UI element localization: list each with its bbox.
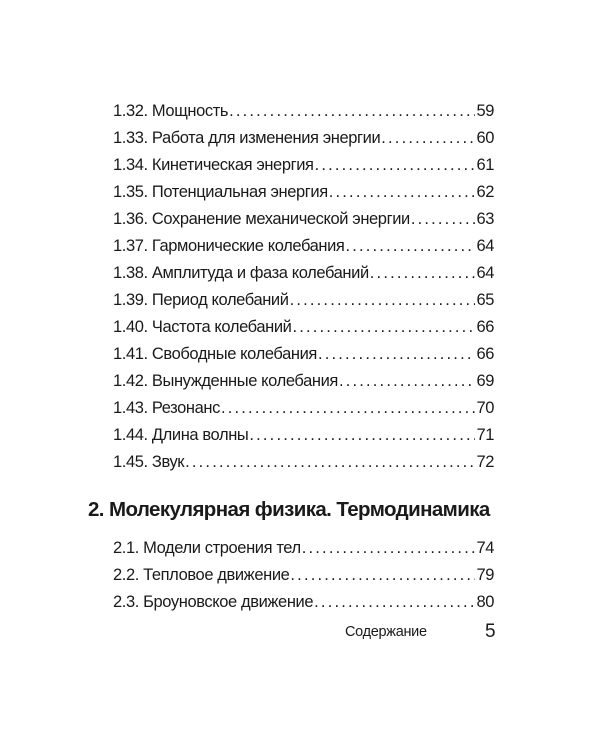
toc-entry bbox=[113, 233, 494, 260]
toc-list-section-2 bbox=[113, 535, 494, 616]
toc-entry bbox=[113, 125, 494, 152]
toc-entry-title: 1.40. Частота колебаний bbox=[113, 318, 292, 336]
toc-entry-page: 60 bbox=[476, 129, 494, 147]
toc-entry bbox=[113, 179, 494, 206]
toc-entry bbox=[113, 314, 494, 341]
dot-leader bbox=[370, 260, 476, 287]
dot-leader bbox=[339, 368, 476, 395]
toc-entry bbox=[113, 287, 494, 314]
toc-entry-title: 1.42. Вынужденные колебания bbox=[113, 372, 338, 390]
toc-entry-page: 66 bbox=[476, 345, 494, 363]
toc-entry-page: 79 bbox=[476, 566, 494, 584]
toc-entry-title: 1.44. Длина волны bbox=[113, 426, 249, 444]
toc-entry-title: 1.32. Мощность bbox=[113, 102, 229, 120]
toc-entry-title: 1.34. Кинетическая энергия bbox=[113, 156, 314, 174]
dot-leader bbox=[315, 152, 476, 179]
toc-entry-page: 74 bbox=[476, 539, 494, 557]
toc-entry bbox=[113, 562, 494, 589]
toc-entry-page: 66 bbox=[476, 318, 494, 336]
toc-entry-page: 69 bbox=[476, 372, 494, 390]
toc-entry-title: 1.33. Работа для изменения энергии bbox=[113, 129, 381, 147]
toc-entry-title: 1.45. Звук bbox=[113, 453, 185, 471]
toc-entry-page: 62 bbox=[476, 183, 494, 201]
toc-entry bbox=[113, 395, 494, 422]
dot-leader bbox=[314, 589, 475, 616]
toc-entry-title: 1.38. Амплитуда и фаза колебаний bbox=[113, 264, 369, 282]
dot-leader bbox=[249, 422, 475, 449]
toc-entry bbox=[113, 206, 494, 233]
toc-entry-page: 65 bbox=[476, 291, 494, 309]
dot-leader bbox=[318, 341, 476, 368]
toc-entry-title: 1.37. Гармонические колебания bbox=[113, 237, 345, 255]
dot-leader bbox=[345, 233, 475, 260]
dot-leader bbox=[290, 287, 476, 314]
toc-entry bbox=[113, 260, 494, 287]
toc-entry-page: 61 bbox=[476, 156, 494, 174]
toc-entry-title: 2.3. Броуновское движение bbox=[113, 593, 314, 611]
toc-entry-title: 1.39. Период колебаний bbox=[113, 291, 289, 309]
toc-entry-page: 80 bbox=[476, 593, 494, 611]
toc-entry bbox=[113, 449, 494, 476]
dot-leader bbox=[290, 562, 475, 589]
toc-entry bbox=[113, 152, 494, 179]
toc-entry bbox=[113, 98, 494, 125]
dot-leader bbox=[329, 179, 476, 206]
toc-entry bbox=[113, 422, 494, 449]
toc-list-section-1 bbox=[113, 98, 494, 476]
toc-entry-title: 2.1. Модели строения тел bbox=[113, 539, 301, 557]
dot-leader bbox=[292, 314, 475, 341]
toc-entry-page: 64 bbox=[476, 237, 494, 255]
toc-entry-page: 64 bbox=[476, 264, 494, 282]
toc-entry bbox=[113, 341, 494, 368]
dot-leader bbox=[185, 449, 475, 476]
dot-leader bbox=[411, 206, 476, 233]
dot-leader bbox=[302, 535, 476, 562]
toc-entry-page: 59 bbox=[476, 102, 494, 120]
dot-leader bbox=[381, 125, 475, 152]
toc-entry bbox=[113, 368, 494, 395]
toc-entry-title: 2.2. Тепловое движение bbox=[113, 566, 290, 584]
dot-leader bbox=[221, 395, 475, 422]
toc-entry-page: 71 bbox=[476, 426, 494, 444]
toc-entry-title: 1.43. Резонанс bbox=[113, 399, 220, 417]
toc-entry-page: 70 bbox=[476, 399, 494, 417]
toc-entry-page: 72 bbox=[476, 453, 494, 471]
toc-entry-title: 1.35. Потенциальная энергия bbox=[113, 183, 328, 201]
section-heading: 2. Молекулярная физика. Термодинамика bbox=[88, 498, 490, 521]
toc-entry-page: 63 bbox=[476, 210, 494, 228]
dot-leader bbox=[229, 98, 475, 125]
toc-entry-title: 1.41. Свободные колебания bbox=[113, 345, 317, 363]
toc-entry bbox=[113, 589, 494, 616]
page-number: 5 bbox=[485, 621, 496, 642]
toc-entry-title: 1.36. Сохранение механической энергии bbox=[113, 210, 410, 228]
running-footer-title: Содержание bbox=[345, 624, 427, 640]
toc-entry bbox=[113, 535, 494, 562]
